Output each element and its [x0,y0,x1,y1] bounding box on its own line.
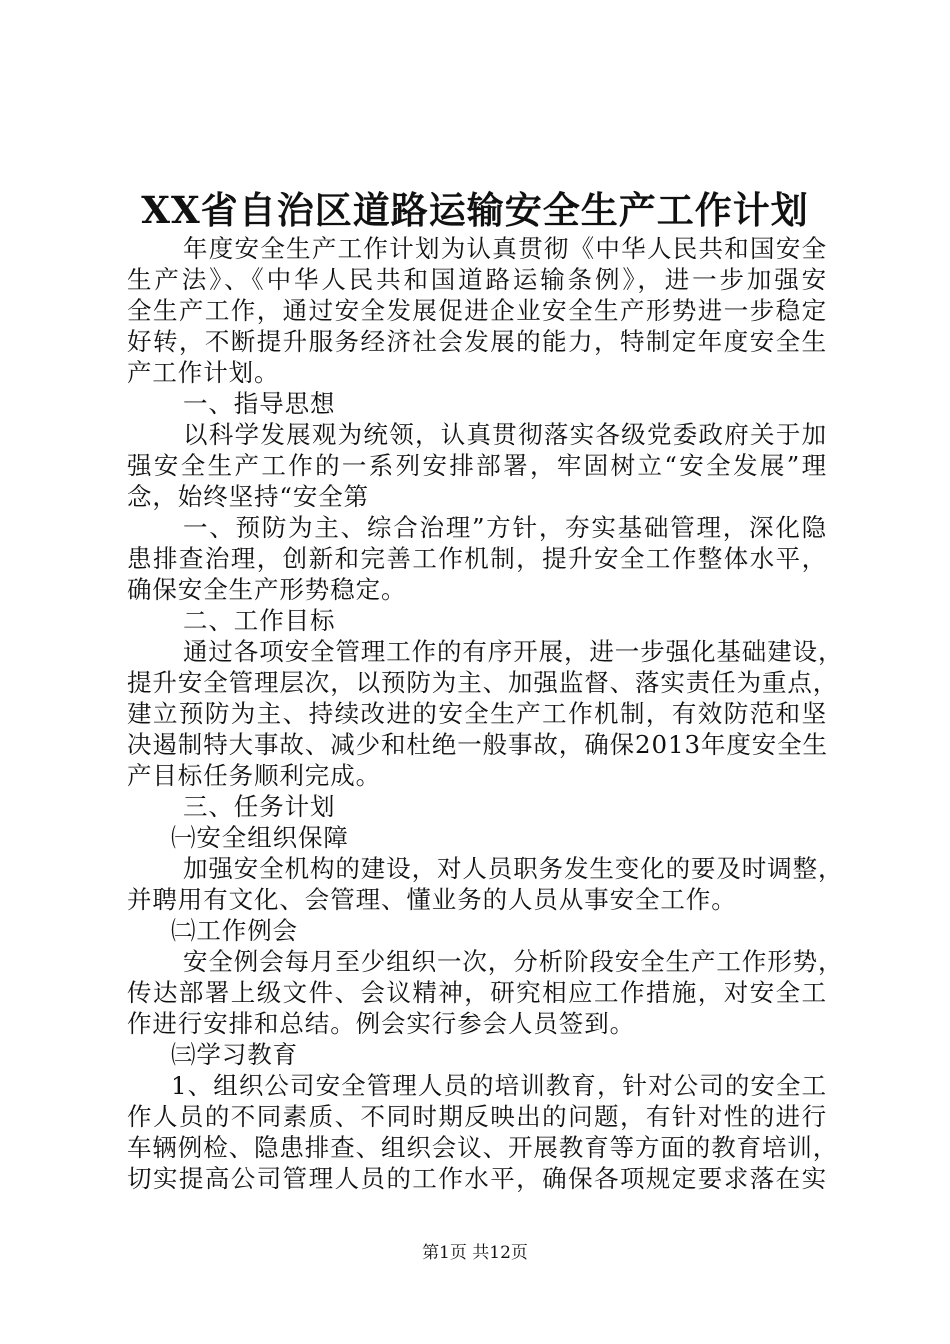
paragraph-line: 以科学发展观为统领，认真贯彻落实各级党委政府关于加 [183,420,827,449]
paragraph-line: 强安全生产工作的一系列安排部署，牢固树立“安全发展”理 [127,451,827,480]
paragraph-line: 通过各项安全管理工作的有序开展，进一步强化基础建设， [183,637,844,666]
paragraph-line: 1、组织公司安全管理人员的培训教育，针对公司的安全工 [171,1071,827,1100]
paragraph-line: 切实提高公司管理人员的工作水平，确保各项规定要求落在实 [127,1164,827,1193]
paragraph-line: 提升安全管理层次，以预防为主、加强监督、落实责任为重点， [127,668,839,697]
page-number: 第1页 共12页 [422,1243,528,1263]
paragraph-line: 安全例会每月至少组织一次，分析阶段安全生产工作形势， [183,947,844,976]
subsection-heading: ㈠安全组织保障 [171,823,349,852]
paragraph-line: 决遏制特大事故、减少和杜绝一般事故，确保2013年度安全生 [127,730,828,759]
section-heading: 一、指导思想 [183,389,336,418]
section-heading: 三、任务计划 [183,792,336,821]
subsection-heading: ㈡工作例会 [171,916,298,945]
paragraph-line: 一、预防为主、综合治理”方针，夯实基础管理，深化隐 [183,513,827,542]
paragraph-line: 患排查治理，创新和完善工作机制，提升安全工作整体水平， [127,544,827,573]
paragraph-line: 加强安全机构的建设，对人员职务发生变化的要及时调整， [183,854,844,883]
paragraph-line: 确保安全生产形势稳定。 [127,575,407,604]
section-heading: 二、工作目标 [183,606,336,635]
paragraph-line: 全生产工作，通过安全发展促进企业安全生产形势进一步稳定 [127,296,827,325]
paragraph-line: 念，始终坚持“安全第 [127,482,370,511]
paragraph-line: 生产法》、《中华人民共和国道路运输条例》，进一步加强安 [127,265,827,294]
paragraph-line: 并聘用有文化、会管理、懂业务的人员从事安全工作。 [127,885,737,914]
paragraph-line: 建立预防为主、持续改进的安全生产工作机制，有效防范和坚 [127,699,827,728]
document-title: XX省自治区道路运输安全生产工作计划 [141,188,809,232]
subsection-heading: ㈢学习教育 [171,1040,298,1069]
paragraph-line: 车辆例检、隐患排查、组织会议、开展教育等方面的教育培训， [127,1133,839,1162]
paragraph-line: 产工作计划。 [127,358,280,387]
paragraph-line: 作进行安排和总结。例会实行参会人员签到。 [127,1009,635,1038]
paragraph-line: 好转，不断提升服务经济社会发展的能力，特制定年度安全生 [127,327,827,356]
paragraph-line: 年度安全生产工作计划为认真贯彻《中华人民共和国安全 [183,234,827,263]
paragraph-line: 作人员的不同素质、不同时期反映出的问题，有针对性的进行 [127,1102,827,1131]
paragraph-line: 传达部署上级文件、会议精神，研究相应工作措施，对安全工 [127,978,827,1007]
paragraph-line: 产目标任务顺利完成。 [127,761,381,790]
